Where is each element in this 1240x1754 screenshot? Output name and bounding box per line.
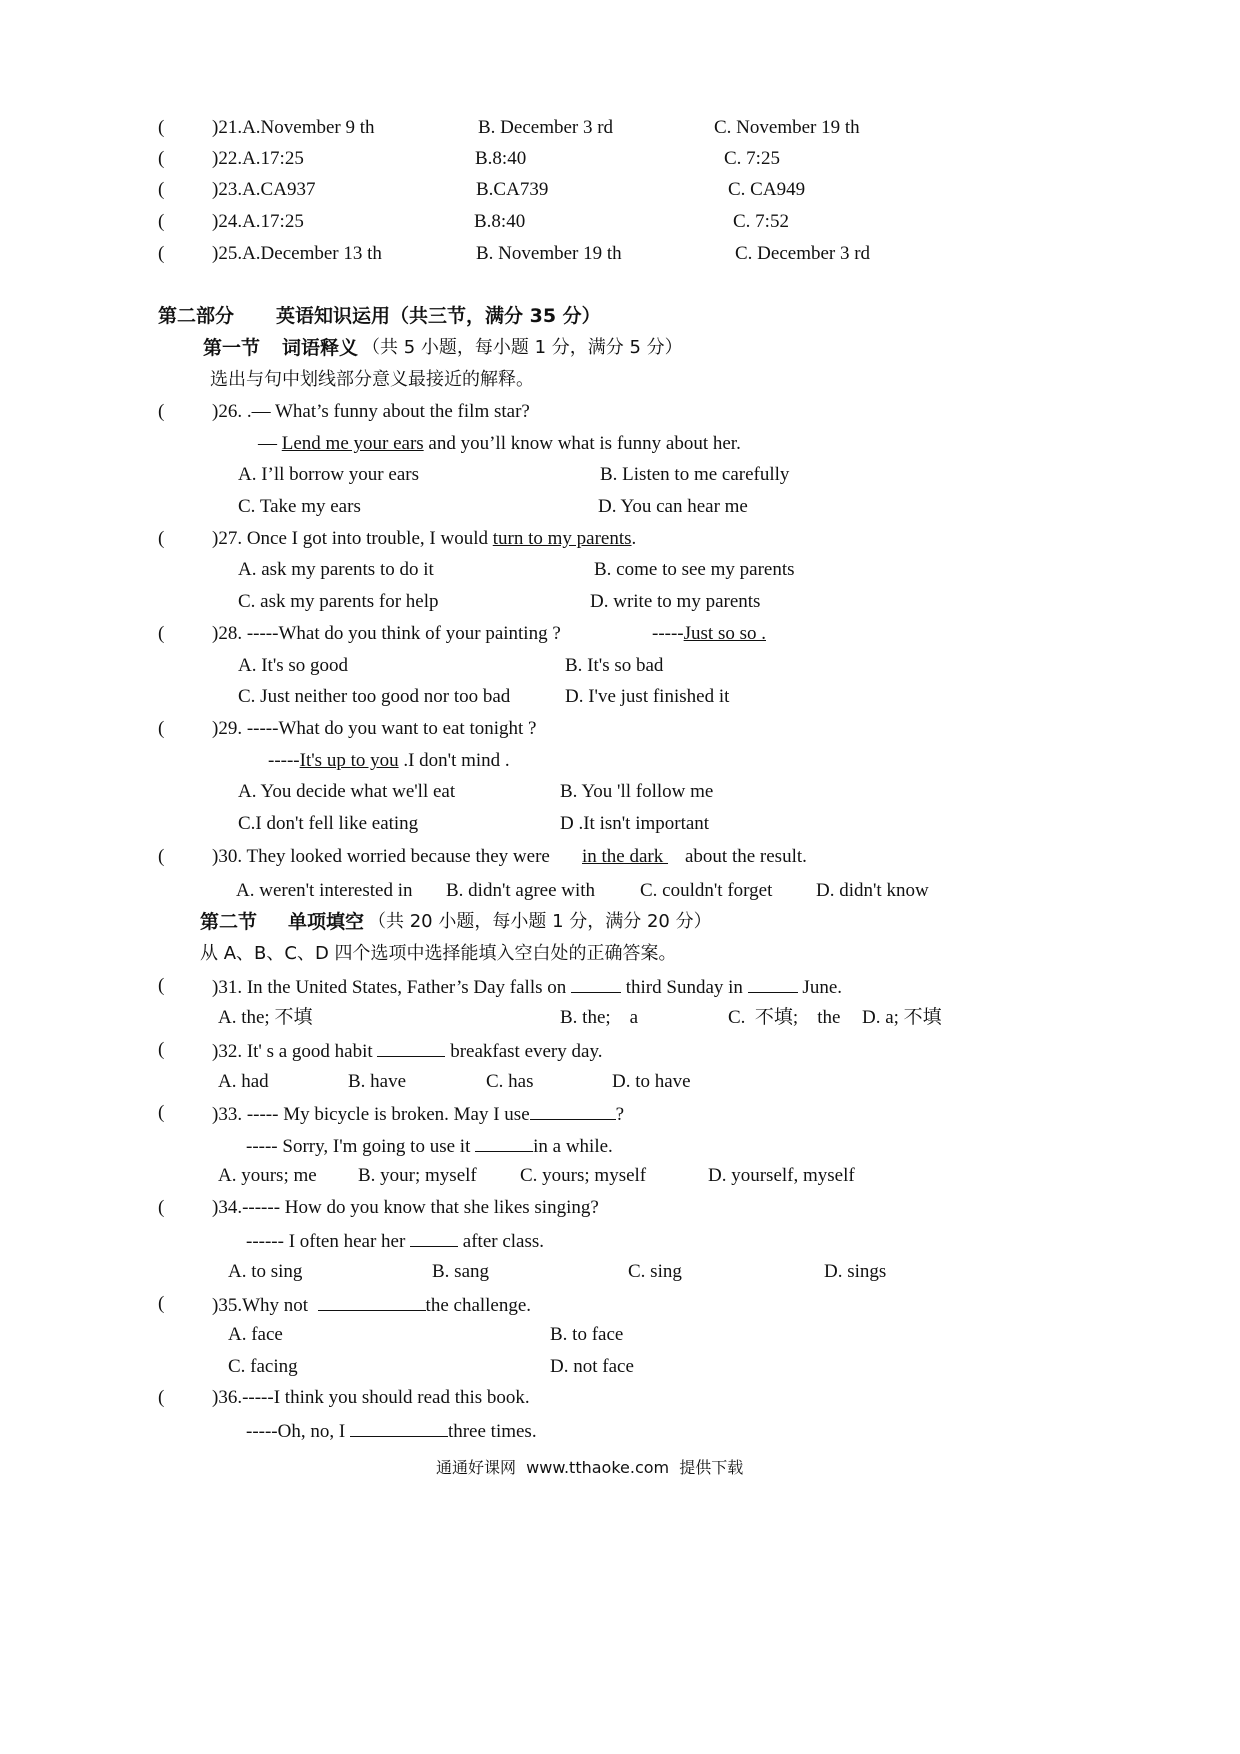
q27-question: )27. Once I got into trouble, I would turn to my parents. (212, 528, 637, 549)
underlined-phrase: Just so so . (683, 623, 766, 644)
paren: ( (158, 1293, 165, 1314)
q24-b: B.8:40 (474, 211, 526, 232)
sec2-instruction: 从 A、B、C、D 四个选项中选择能填入空白处的正确答案。 (200, 943, 677, 964)
q25-b: B. November 19 th (476, 243, 622, 264)
sec1-title: 第一节 (203, 337, 261, 359)
q33-question: )33. ----- My bicycle is broken. May I use ? (212, 1101, 624, 1127)
q26-option-d: D. You can hear me (598, 496, 748, 517)
q27-option-a: A. ask my parents to do it (238, 559, 434, 580)
paren: ( (158, 1039, 165, 1060)
q30-option-c: C. couldn't forget (640, 880, 773, 901)
q23-c: C. CA949 (728, 179, 806, 200)
q34-question: )34.------ How do you know that she likes singing? (212, 1197, 599, 1218)
sec1-name: 词语释义 (282, 337, 359, 359)
q33-reply: ----- Sorry, I'm going to use it in a while. (246, 1133, 613, 1159)
q30-option-a: A. weren't interested in (236, 880, 413, 901)
q34-option-a: A. to sing (228, 1261, 303, 1282)
q33-option-a: A. yours; me (218, 1165, 317, 1186)
q31-option-b: B. the; a (560, 1007, 639, 1028)
q30-option-d: D. didn't know (816, 880, 929, 901)
q33-option-b: B. your; myself (358, 1165, 477, 1186)
q34-option-d: D. sings (824, 1261, 887, 1282)
paren: ( (158, 718, 165, 739)
q27-option-b: B. come to see my parents (594, 559, 795, 580)
q26-option-b: B. Listen to me carefully (600, 464, 790, 485)
q31-question: )31. In the United States, Father’s Day falls on third Sunday in June. (212, 974, 842, 1000)
q35-option-a: A. face (228, 1324, 283, 1345)
q32-option-a: A. had (218, 1071, 269, 1092)
sec2-info: （共 20 小题，每小题 1 分，满分 20 分） (368, 911, 712, 932)
q35-option-b: B. to face (550, 1324, 624, 1345)
q23-a: )23.A.CA937 (212, 179, 316, 200)
q25-c: C. December 3 rd (735, 243, 871, 264)
q29-option-a: A. You decide what we'll eat (238, 781, 456, 802)
paren: ( (158, 846, 165, 867)
q33-option-d: D. yourself, myself (708, 1165, 855, 1186)
q35-option-c: C. facing (228, 1356, 298, 1377)
q29-option-b: B. You 'll follow me (560, 781, 714, 802)
paren: ( (158, 243, 165, 264)
page-footer: 通通好课网 www.tthaoke.com 提供下载 (436, 1458, 744, 1477)
q28-answer: -----Just so so . (652, 623, 766, 644)
q33-option-c: C. yours; myself (520, 1165, 647, 1186)
paren: ( (158, 117, 165, 138)
q26-option-a: A. I’ll borrow your ears (238, 464, 419, 485)
paren: ( (158, 1197, 165, 1218)
q35-option-d: D. not face (550, 1356, 634, 1377)
paren: ( (158, 1102, 165, 1123)
answer-blank (350, 1418, 448, 1437)
answer-blank (748, 974, 798, 993)
q34-option-c: C. sing (628, 1261, 682, 1282)
q28-question: )28. -----What do you think of your painting ? (212, 623, 561, 644)
q21-a: )21.A.November 9 th (212, 117, 375, 138)
q27-option-d: D. write to my parents (590, 591, 761, 612)
sec2-title: 第二节 (200, 911, 258, 933)
q30-question-end: about the result. (685, 846, 807, 867)
q26-option-c: C. Take my ears (238, 496, 361, 517)
q32-option-b: B. have (348, 1071, 407, 1092)
q21-c: C. November 19 th (714, 117, 860, 138)
answer-blank (410, 1228, 458, 1247)
answer-blank (377, 1038, 445, 1057)
paren: ( (158, 401, 165, 422)
paren: ( (158, 148, 165, 169)
underlined-phrase: Lend me your ears (281, 433, 424, 454)
underlined-phrase: It's up to you (299, 750, 399, 771)
q32-question: )32. It' s a good habit breakfast every day. (212, 1038, 602, 1064)
part2-subtitle: 英语知识运用（共三节，满分 35 分） (276, 305, 601, 327)
part2-title: 第二部分 (158, 305, 235, 327)
q32-option-d: D. to have (612, 1071, 691, 1092)
q32-option-c: C. has (486, 1071, 534, 1092)
paren: ( (158, 179, 165, 200)
q30-question: )30. They looked worried because they were (212, 846, 550, 867)
q22-c: C. 7:25 (724, 148, 780, 169)
q31-option-a: A. the; 不填 (218, 1007, 313, 1028)
q27-option-c: C. ask my parents for help (238, 591, 439, 612)
q29-question: )29. -----What do you want to eat tonight ? (212, 718, 537, 739)
q29-option-d: D .It isn't important (560, 813, 710, 834)
q28-option-a: A. It's so good (238, 655, 349, 676)
sec1-instruction: 选出与句中划线部分意义最接近的解释。 (210, 369, 534, 390)
q36-reply: -----Oh, no, I three times. (246, 1418, 537, 1444)
q28-option-d: D. I've just finished it (565, 686, 730, 707)
q34-option-b: B. sang (432, 1261, 489, 1282)
sec2-name: 单项填空 (288, 911, 365, 933)
q26-question: )26. .— What’s funny about the film star? (212, 401, 530, 422)
paren: ( (158, 623, 165, 644)
q26-answer-line: — Lend me your ears and you’ll know what is funny about her. (258, 433, 741, 454)
q30-option-b: B. didn't agree with (446, 880, 596, 901)
q21-b: B. December 3 rd (478, 117, 614, 138)
answer-blank (530, 1101, 616, 1120)
paren: ( (158, 528, 165, 549)
q31-option-d: D. a; 不填 (862, 1007, 942, 1028)
q29-answer: -----It's up to you .I don't mind . (268, 750, 510, 771)
paren: ( (158, 975, 165, 996)
q29-option-c: C.I don't fell like eating (238, 813, 419, 834)
q28-option-b: B. It's so bad (565, 655, 664, 676)
underlined-phrase: turn to my parents (492, 528, 632, 549)
q25-a: )25.A.December 13 th (212, 243, 382, 264)
q28-option-c: C. Just neither too good nor too bad (238, 686, 511, 707)
q24-c: C. 7:52 (733, 211, 789, 232)
answer-blank (318, 1292, 426, 1311)
q36-question: )36.-----I think you should read this book. (212, 1387, 530, 1408)
q35-question: )35.Why not the challenge. (212, 1292, 531, 1318)
underlined-phrase: in the dark (582, 846, 669, 867)
sec1-info: （共 5 小题，每小题 1 分，满分 5 分） (362, 337, 683, 358)
q22-a: )22.A.17:25 (212, 148, 304, 169)
answer-blank (475, 1133, 533, 1152)
answer-blank (571, 974, 621, 993)
q23-b: B.CA739 (476, 179, 549, 200)
q31-option-c: C. 不填; the (728, 1007, 841, 1028)
q22-b: B.8:40 (475, 148, 527, 169)
q34-reply: ------ I often hear her after class. (246, 1228, 544, 1254)
paren: ( (158, 1387, 165, 1408)
q24-a: )24.A.17:25 (212, 211, 304, 232)
paren: ( (158, 211, 165, 232)
